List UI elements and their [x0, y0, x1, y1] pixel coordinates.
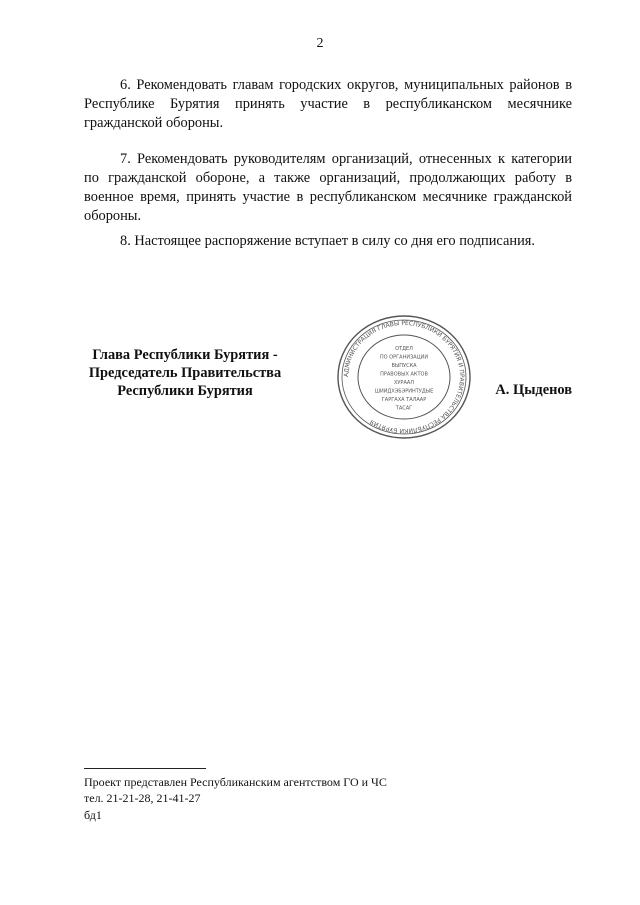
- seal-inner-line: ШИИДХЭБЭРИНТУДЫЕ: [374, 388, 434, 395]
- page-number: 2: [316, 36, 324, 51]
- signatory-position: [70, 346, 300, 400]
- seal-inner-line: ВЫПУСКА: [391, 363, 417, 369]
- signer-name: А. Цыденов: [495, 382, 572, 398]
- footnote-line-1: Проект представлен Республиканским агентством ГО и ЧС: [84, 775, 387, 789]
- document-code: бд1: [84, 808, 102, 822]
- seal-inner-line: ХУРААЛ: [393, 380, 415, 386]
- seal-inner-line: ОТДЕЛ: [395, 346, 413, 352]
- seal-inner-line: ПО ОРГАНИЗАЦИИ: [379, 354, 429, 361]
- footnote: [84, 774, 387, 806]
- position-line-2: Председатель Правительства: [88, 365, 282, 381]
- paragraph-7: 7. Рекомендовать руководителям организаций, отнесенных к категории по гражданской обороне, а также организаций, продолжающих работу в военное время, принять участие в республиканском месячнике гражданской обороны.: [84, 151, 572, 224]
- footnote-line-2: тел. 21-21-28, 21-41-27: [84, 791, 201, 805]
- position-line-3: Республики Бурятия: [117, 383, 253, 399]
- position-line-1: Глава Республики Бурятия -: [92, 347, 278, 363]
- seal-inner-line: ТАСАГ: [395, 405, 413, 412]
- footnote-divider: [84, 768, 206, 769]
- seal-inner-line: ПРАВОВЫХ АКТОВ: [380, 371, 428, 378]
- paragraph-6: 6. Рекомендовать главам городских округов, муниципальных районов в Республике Бурятия принять участие в республиканском месячнике гражданской обороны.: [84, 77, 572, 131]
- seal-inner-line: ГАРГАХА ТАЛААР: [381, 397, 427, 403]
- seal-ring-textpath: АДМИНИСТРАЦИЯ ГЛАВЫ РЕСПУБЛИКИ БУРЯТИЯ И ПРАВИТЕЛЬСТВА РЕСПУБЛИКИ БУРЯТИЯ: [342, 319, 466, 435]
- paragraph-8: 8. Настоящее распоряжение вступает в силу со дня его подписания.: [120, 233, 535, 249]
- official-seal: [335, 313, 473, 441]
